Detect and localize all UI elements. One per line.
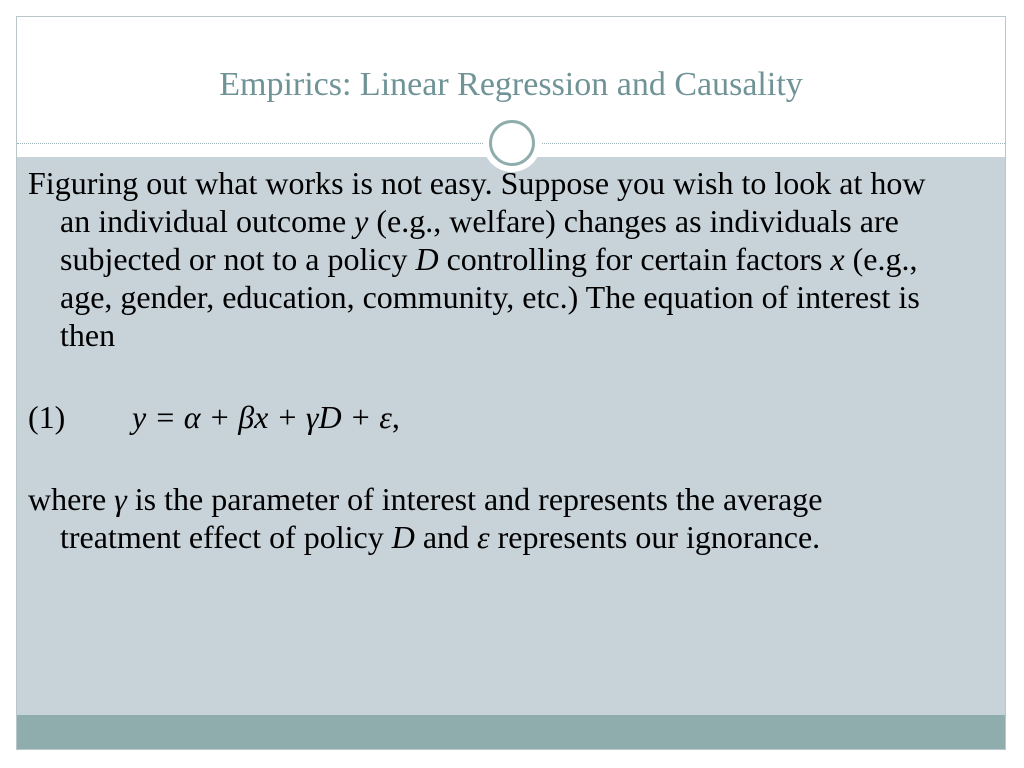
intro-text-2: (e.g., welfare) changes as individuals are subjected or not to a policy <box>60 203 899 277</box>
slide-title: Empirics: Linear Regression and Causality <box>219 66 803 103</box>
equation-formula: y = α + βx + γD + ε <box>132 399 392 435</box>
var-x: x <box>830 241 845 277</box>
var-D-2: D <box>391 519 415 555</box>
equation-line <box>28 398 948 436</box>
intro-text-1: Figuring out what works is not easy. Suppose you wish to look at how an individual outcome <box>28 165 926 239</box>
intro-text-4: (e.g., age, gender, education, community, etc.) The equation of interest is then <box>60 241 920 353</box>
slide-content <box>28 164 948 556</box>
explanation-paragraph <box>28 480 948 556</box>
intro-paragraph <box>28 164 948 354</box>
explain-text-3: and <box>414 519 478 555</box>
footer-bar <box>17 715 1005 750</box>
var-D: D <box>415 241 439 277</box>
ring-inner <box>489 120 535 166</box>
equation-number: (1) <box>28 399 66 435</box>
var-y: y <box>354 203 369 239</box>
var-gamma: γ <box>114 481 127 517</box>
equation-trailing: , <box>391 399 400 435</box>
intro-text-3: controlling for certain factors <box>438 241 831 277</box>
var-epsilon: ε <box>477 519 490 555</box>
explain-text-2: is the parameter of interest and represents the average treatment effect of policy <box>60 481 823 555</box>
explain-text-4: represents our ignorance. <box>489 519 821 555</box>
explain-text-1: where <box>28 481 115 517</box>
